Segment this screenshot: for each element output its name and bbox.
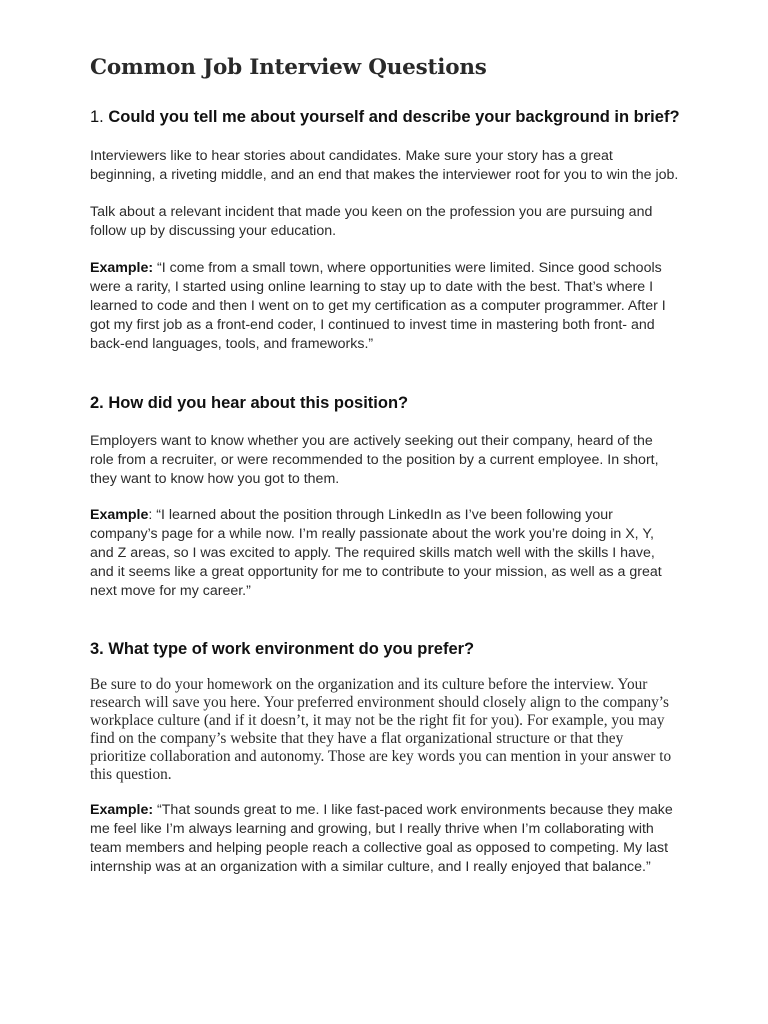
example-label: Example:	[90, 802, 154, 818]
question-section-1	[90, 107, 680, 354]
body-paragraph: Talk about a relevant incident that made you keen on the profession you are pursuing and follow up by discussing your education.	[90, 204, 653, 239]
question-section-3	[90, 639, 680, 877]
question-text: Could you tell me about yourself and describe your background in brief?	[108, 108, 680, 126]
example-text: “That sounds great to me. I like fast-paced work environments because they make me feel like I’m always learning and growing, but I really thrive when I’m collaborating with team members and helping people reach a collective goal as opposed to competing. My last internship was at an organization with a similar culture, and I really enjoyed that balance.”	[90, 802, 673, 875]
body-paragraph: Interviewers like to hear stories about candidates. Make sure your story has a great beginning, a riveting middle, and an end that makes the interviewer root for you to win the job.	[90, 148, 679, 183]
document-title: Common Job Interview Questions	[90, 55, 487, 80]
example-text: : “I learned about the position through LinkedIn as I’ve been following your company’s page for a while now. I’m really passionate about the work you’re doing in X, Y, and Z areas, so I was excited to apply. The required skills match well with the skills I have, and it seems like a great opportunity for me to contribute to your mission, as well as a great next move for my career.”	[90, 507, 662, 599]
body-paragraph: Be sure to do your homework on the organization and its culture before the interview. Your research will save you here. Your preferred environment should closely align to the company’s workplace culture (and if it doesn’t, it may not be the right fit for you). For example, you may find on the company’s website that they have a flat organizational structure or that they prioritize collaboration and autonomy. Those are key words you can mention in your answer to this question.	[90, 676, 672, 783]
question-text: How did you hear about this position?	[108, 394, 409, 412]
example-paragraph	[90, 506, 680, 601]
question-heading	[90, 639, 680, 660]
body-paragraph: Employers want to know whether you are actively seeking out their company, heard of the role from a recruiter, or were recommended to the position by a current employee. In short, they want to know how you got to them.	[90, 433, 659, 487]
question-heading	[90, 393, 680, 414]
question-section-2	[90, 393, 680, 601]
question-number: 2.	[90, 394, 104, 412]
example-label: Example:	[90, 260, 154, 276]
question-text: What type of work environment do you prefer?	[108, 640, 475, 658]
document-page	[90, 52, 680, 877]
example-paragraph	[90, 801, 680, 877]
example-label: Example	[90, 507, 149, 523]
question-heading	[90, 107, 680, 128]
example-paragraph	[90, 259, 680, 354]
question-number: 1.	[90, 108, 104, 126]
example-text: “I come from a small town, where opportunities were limited. Since good schools were a rarity, I started using online learning to stay up to date with the best. That’s where I learned to code and then I went on to get my certification as a computer programmer. After I got my first job as a front-end coder, I continued to invest time in mastering both front- and back-end languages, tools, and frameworks.”	[90, 260, 666, 352]
question-number: 3.	[90, 640, 104, 658]
